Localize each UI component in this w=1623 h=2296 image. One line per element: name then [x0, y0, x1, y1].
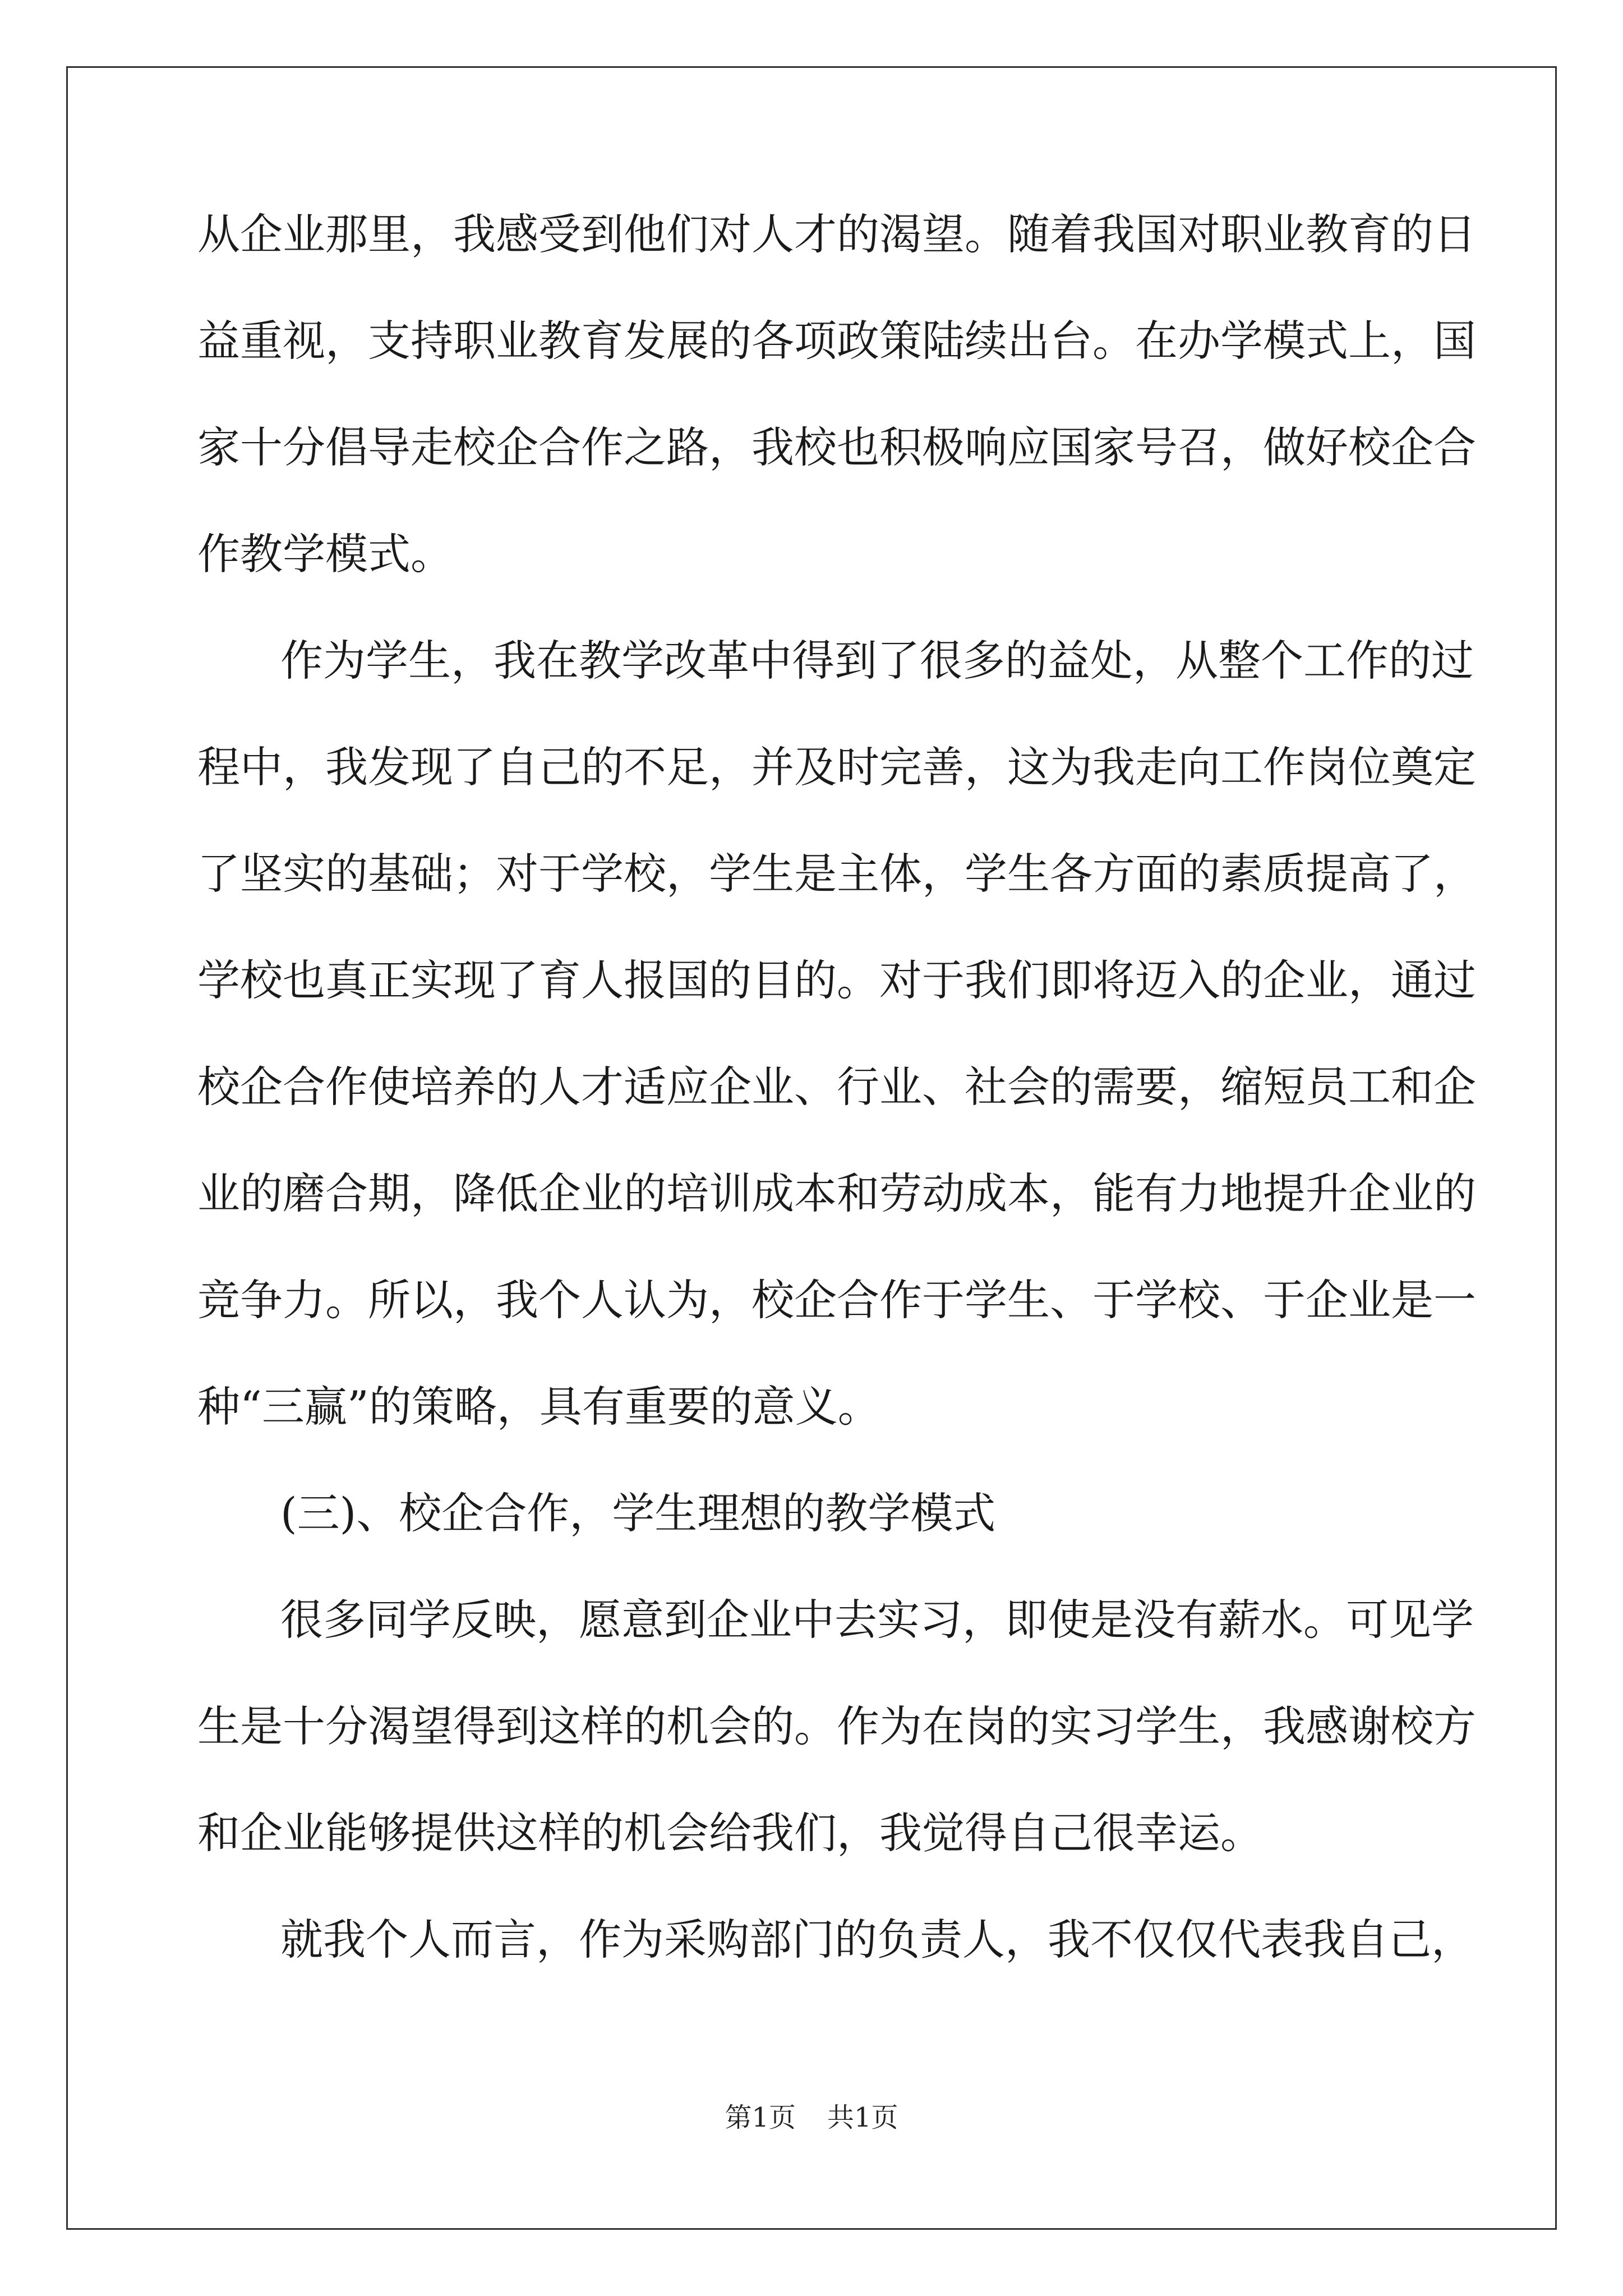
text-line: 学校也真正实现了育人报国的目的。对于我们即将迈入的企业，通过	[197, 955, 1476, 1005]
text-line: 和企业能够提供这样的机会给我们，我觉得自己很幸运。	[197, 1808, 1263, 1858]
text-line: 就我个人而言，作为采购部门的负责人，我不仅仅代表我自己，	[280, 1915, 1474, 1964]
section-heading: (三)、校企合作，学生理想的教学模式	[280, 1488, 996, 1538]
text-line: 程中，我发现了自己的不足，并及时完善，这为我走向工作岗位奠定	[197, 742, 1476, 792]
page-number: 第1页	[725, 2102, 796, 2133]
text-line: 作教学模式。	[197, 529, 453, 579]
document-body	[197, 209, 1476, 2021]
text-line: 作为学生，我在教学改革中得到了很多的益处，从整个工作的过	[280, 636, 1474, 685]
text-line: 竞争力。所以，我个人认为，校企合作于学生、于学校、于企业是一	[197, 1275, 1476, 1325]
text-line: 业的磨合期，降低企业的培训成本和劳动成本，能有力地提升企业的	[197, 1168, 1476, 1218]
text-line: 益重视，支持职业教育发展的各项政策陆续出台。在办学模式上，国	[197, 316, 1476, 366]
text-line: 从企业那里，我感受到他们对人才的渴望。随着我国对职业教育的日	[197, 209, 1476, 259]
page-footer	[0, 2101, 1623, 2134]
text-line: 家十分倡导走校企合作之路，我校也积极响应国家号召，做好校企合	[197, 422, 1476, 472]
text-line: 了坚实的基础；对于学校，学生是主体，学生各方面的素质提高了，	[197, 849, 1476, 899]
page-total: 共1页	[827, 2102, 898, 2133]
text-line: 校企合作使培养的人才适应企业、行业、社会的需要，缩短员工和企	[197, 1062, 1476, 1112]
text-line: 种“三赢”的策略，具有重要的意义。	[197, 1382, 880, 1432]
text-line: 很多同学反映，愿意到企业中去实习，即使是没有薪水。可见学	[280, 1595, 1474, 1645]
text-line: 生是十分渴望得到这样的机会的。作为在岗的实习学生，我感谢校方	[197, 1701, 1476, 1751]
